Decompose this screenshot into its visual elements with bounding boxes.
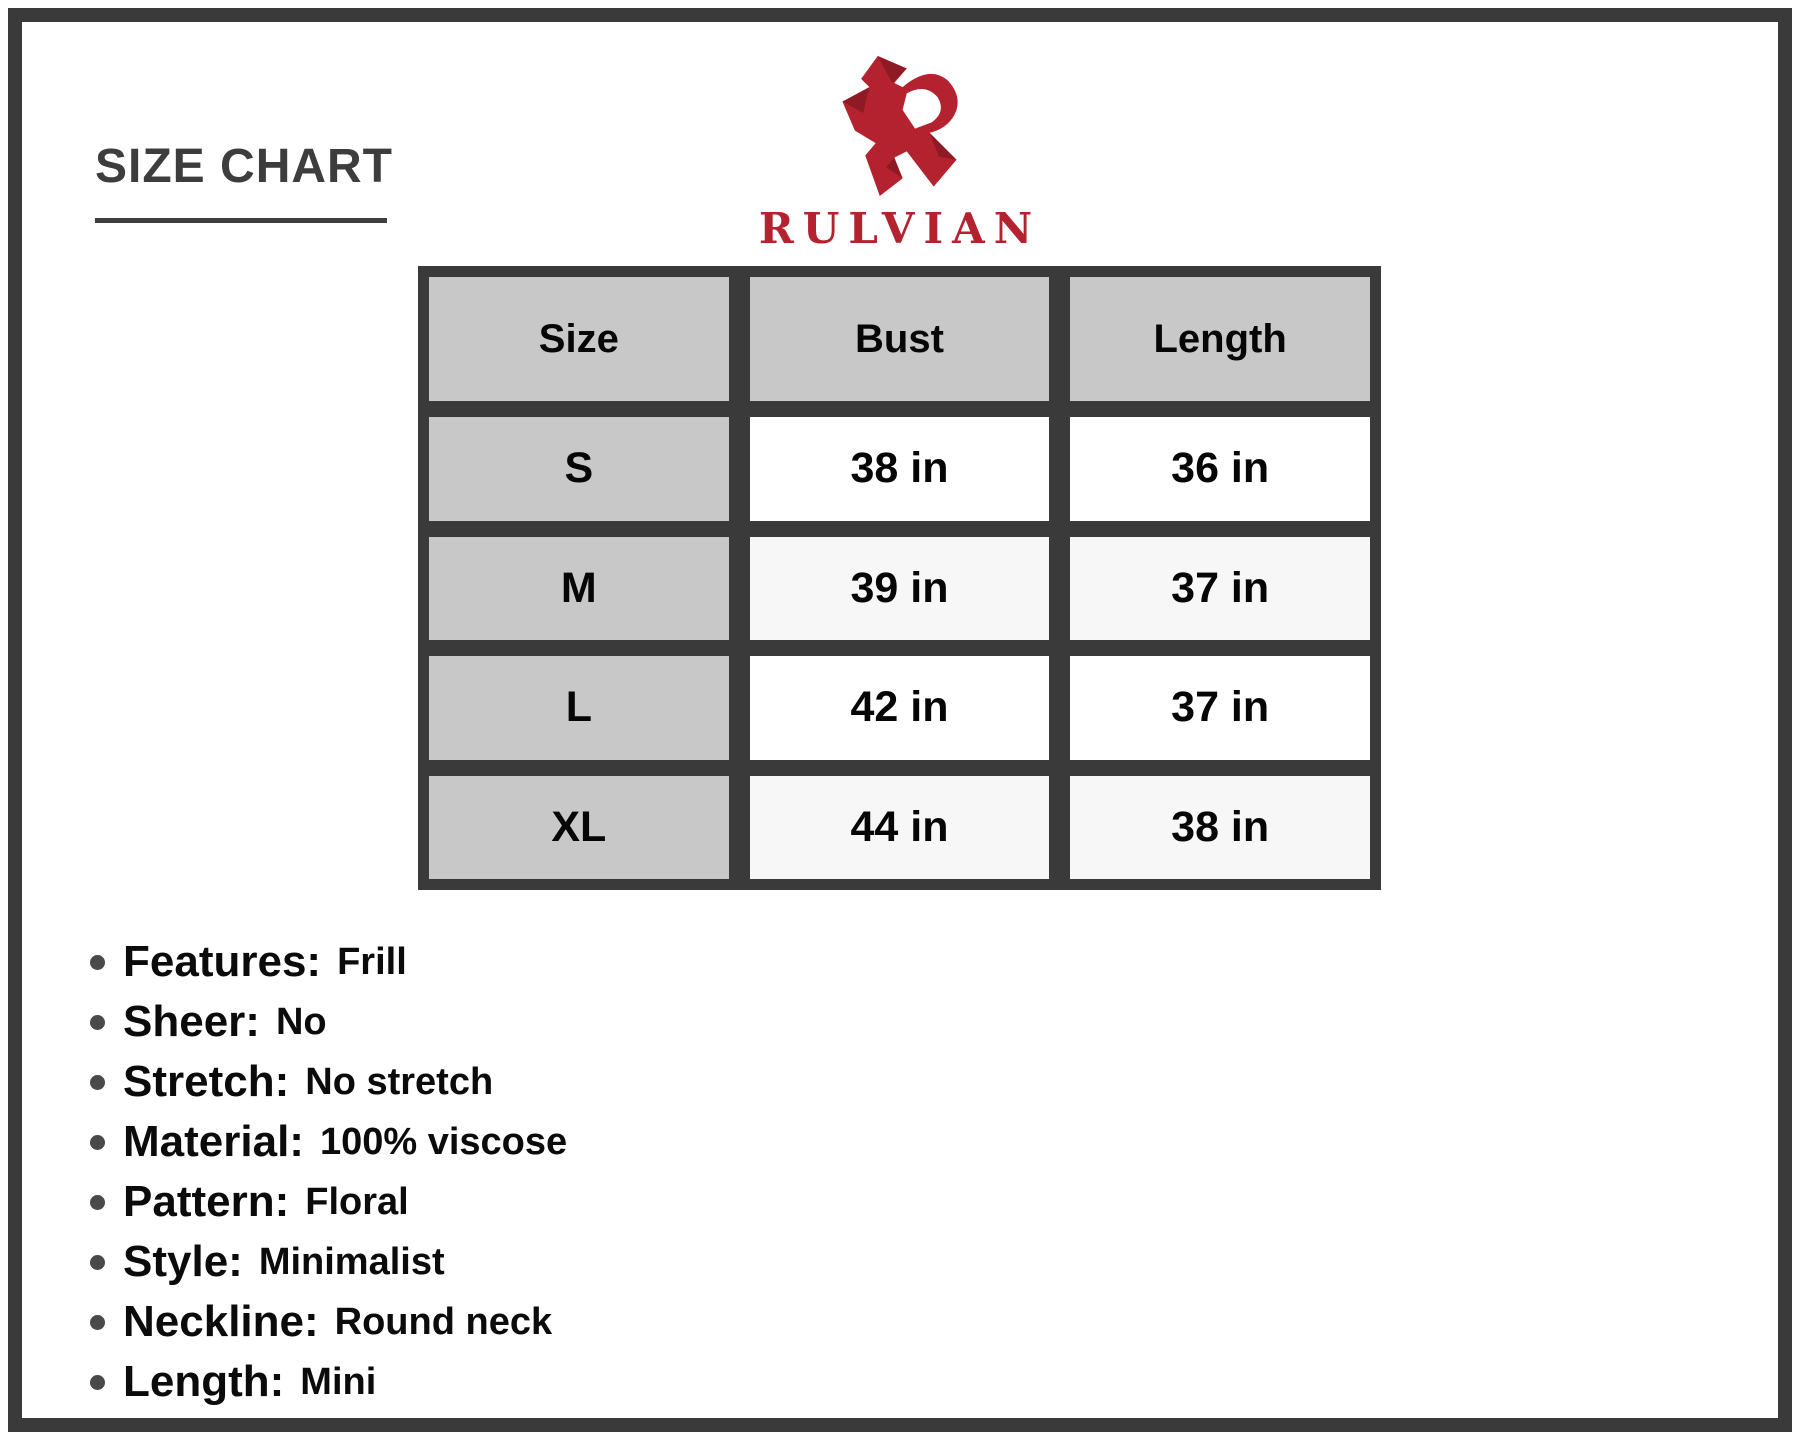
header-size: Size bbox=[429, 277, 729, 401]
bullet-icon bbox=[90, 1255, 105, 1270]
header-bust: Bust bbox=[750, 277, 1050, 401]
bullet-icon bbox=[90, 1075, 105, 1090]
row-xl-size: XL bbox=[429, 776, 729, 880]
row-m-length: 37 in bbox=[1070, 537, 1370, 641]
detail-item-style bbox=[90, 1232, 567, 1292]
bullet-icon bbox=[90, 1135, 105, 1150]
detail-item-pattern bbox=[90, 1172, 567, 1232]
detail-label: Neckline: bbox=[123, 1297, 319, 1346]
bullet-icon bbox=[90, 1375, 105, 1390]
detail-item-material bbox=[90, 1112, 567, 1172]
row-xl-length: 38 in bbox=[1070, 776, 1370, 880]
header-length: Length bbox=[1070, 277, 1370, 401]
bullet-icon bbox=[90, 1195, 105, 1210]
row-s-size: S bbox=[429, 417, 729, 521]
brand-name: RULVIAN bbox=[758, 204, 1042, 253]
row-xl-bust: 44 in bbox=[750, 776, 1050, 880]
row-l-length: 37 in bbox=[1070, 656, 1370, 760]
detail-value: 100% viscose bbox=[319, 1120, 568, 1163]
detail-value: Frill bbox=[337, 940, 407, 983]
detail-item-length bbox=[90, 1352, 567, 1412]
detail-value: No stretch bbox=[305, 1060, 494, 1103]
detail-item-sheer bbox=[90, 992, 567, 1052]
title-block bbox=[95, 142, 393, 223]
detail-label: Stretch: bbox=[123, 1057, 290, 1106]
detail-label: Length: bbox=[123, 1357, 285, 1406]
row-l-size: L bbox=[429, 656, 729, 760]
size-chart-table bbox=[418, 266, 1381, 890]
row-s-bust: 38 in bbox=[750, 417, 1050, 521]
detail-value: Minimalist bbox=[258, 1240, 445, 1283]
rulvian-r-logo-icon bbox=[840, 56, 960, 196]
detail-label: Sheer: bbox=[123, 997, 260, 1046]
product-details-list bbox=[90, 932, 567, 1412]
detail-item-features bbox=[90, 932, 567, 992]
row-l-bust: 42 in bbox=[750, 656, 1050, 760]
detail-value: No bbox=[275, 1000, 327, 1043]
title-underline bbox=[95, 218, 387, 223]
row-s-length: 36 in bbox=[1070, 417, 1370, 521]
row-m-size: M bbox=[429, 537, 729, 641]
bullet-icon bbox=[90, 955, 105, 970]
brand-logo-block bbox=[700, 56, 1100, 253]
detail-value: Mini bbox=[300, 1360, 377, 1403]
detail-value: Round neck bbox=[334, 1300, 553, 1343]
row-m-bust: 39 in bbox=[750, 537, 1050, 641]
detail-item-neckline bbox=[90, 1292, 567, 1352]
page-title: SIZE CHART bbox=[95, 140, 393, 193]
bullet-icon bbox=[90, 1015, 105, 1030]
detail-label: Pattern: bbox=[123, 1177, 290, 1226]
detail-label: Style: bbox=[123, 1237, 243, 1286]
detail-value: Floral bbox=[305, 1180, 409, 1223]
bullet-icon bbox=[90, 1315, 105, 1330]
detail-label: Material: bbox=[123, 1117, 304, 1166]
detail-label: Features: bbox=[123, 937, 322, 986]
detail-item-stretch bbox=[90, 1052, 567, 1112]
